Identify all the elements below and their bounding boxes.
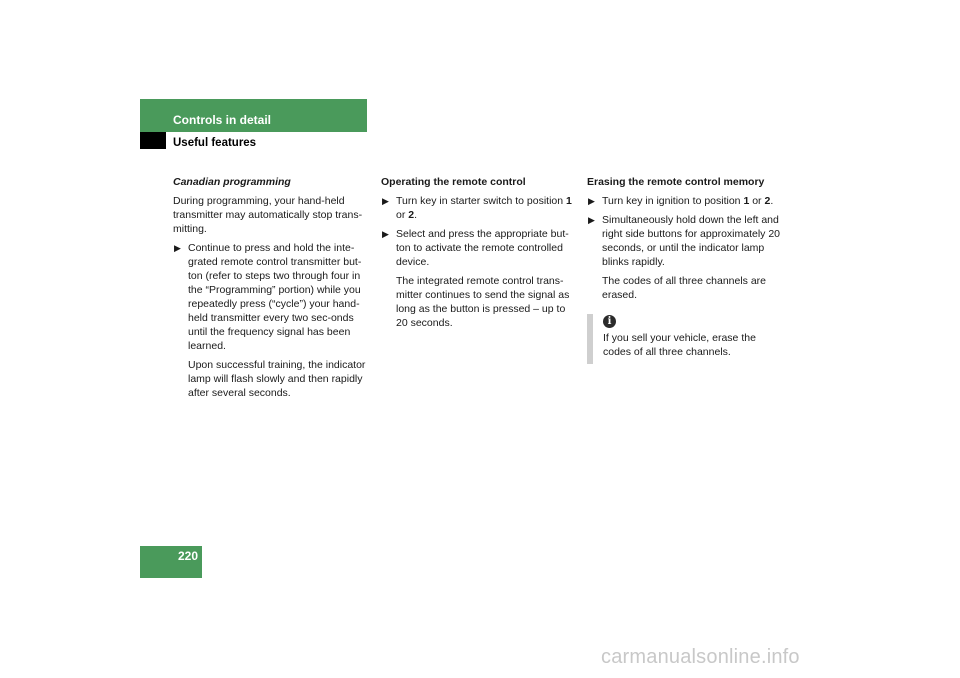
bullet-arrow-icon: ▶ xyxy=(174,243,181,253)
operating-remote-note: The integrated remote control trans-mitter continues to send the signal as long as the button is pressed – up to 20 seconds. xyxy=(396,275,570,329)
footer-watermark: carmanualsonline.info xyxy=(601,646,800,668)
ignition-position-1: 1 xyxy=(743,195,750,207)
erasing-memory-step-2 xyxy=(587,213,783,269)
erasing-memory-step-1: ▶ Turn key in ignition to position 1 or 2. xyxy=(588,195,774,207)
operating-remote-step-2 xyxy=(381,227,577,269)
page-number: 220 xyxy=(140,546,202,578)
ignition-position-or: or xyxy=(752,195,762,207)
erasing-memory-heading: Erasing the remote control memory xyxy=(587,176,765,188)
key-position-2: 2 xyxy=(408,209,415,221)
operating-remote-step-2-text: Select and press the appropriate but-ton to activate the remote controlled device. xyxy=(396,228,569,268)
canadian-programming-step-text: Continue to press and hold the inte-grated remote control transmitter but-ton (refer to steps two through four in the “Programming” portion) while you repeatedly press (“cycle”) your hand-held transmitter every two sec-onds until the frequency signal has been learned. xyxy=(188,242,362,352)
erasing-memory-result: The codes of all three channels are erased. xyxy=(602,275,767,301)
column-canadian-programming xyxy=(173,175,371,405)
section-title: Controls in detail xyxy=(173,113,272,127)
operating-remote-step-1: ▶ Turn key in starter switch to position 1 or 2. xyxy=(382,195,572,221)
column-erasing-memory xyxy=(587,175,783,364)
operating-remote-step-1-text: Turn key in starter switch to position xyxy=(396,195,564,207)
info-icon: i xyxy=(603,315,616,328)
column-operating-remote xyxy=(381,175,577,335)
info-note-text: If you sell your vehicle, erase the codes of all three channels. xyxy=(603,332,756,358)
header-tab-marker xyxy=(140,132,166,149)
info-note-bar xyxy=(587,314,593,364)
canadian-programming-intro: During programming, your hand-held transmitter may automatically stop trans-mitting. xyxy=(173,195,363,235)
operating-remote-heading: Operating the remote control xyxy=(381,176,526,188)
subsection-title: Useful features xyxy=(173,137,257,149)
info-note xyxy=(587,314,783,364)
ignition-position-2: 2 xyxy=(764,195,771,207)
bullet-arrow-icon: ▶ xyxy=(382,196,389,206)
key-position-or: or xyxy=(396,209,406,221)
canadian-programming-step xyxy=(173,241,371,353)
canadian-programming-result: Upon successful training, the indicator lamp will flash slowly and then rapidly after several seconds. xyxy=(188,359,366,399)
bullet-arrow-icon: ▶ xyxy=(382,229,389,239)
key-position-1: 1 xyxy=(566,195,572,207)
erasing-memory-step-2-text: Simultaneously hold down the left and right side buttons for approximately 20 seconds, or until the indicator lamp blinks rapidly. xyxy=(602,214,781,268)
canadian-programming-heading: Canadian programming xyxy=(173,176,291,188)
bullet-arrow-icon: ▶ xyxy=(588,196,595,206)
bullet-arrow-icon: ▶ xyxy=(588,215,595,225)
erasing-memory-step-1-text: Turn key in ignition to position xyxy=(602,195,741,207)
